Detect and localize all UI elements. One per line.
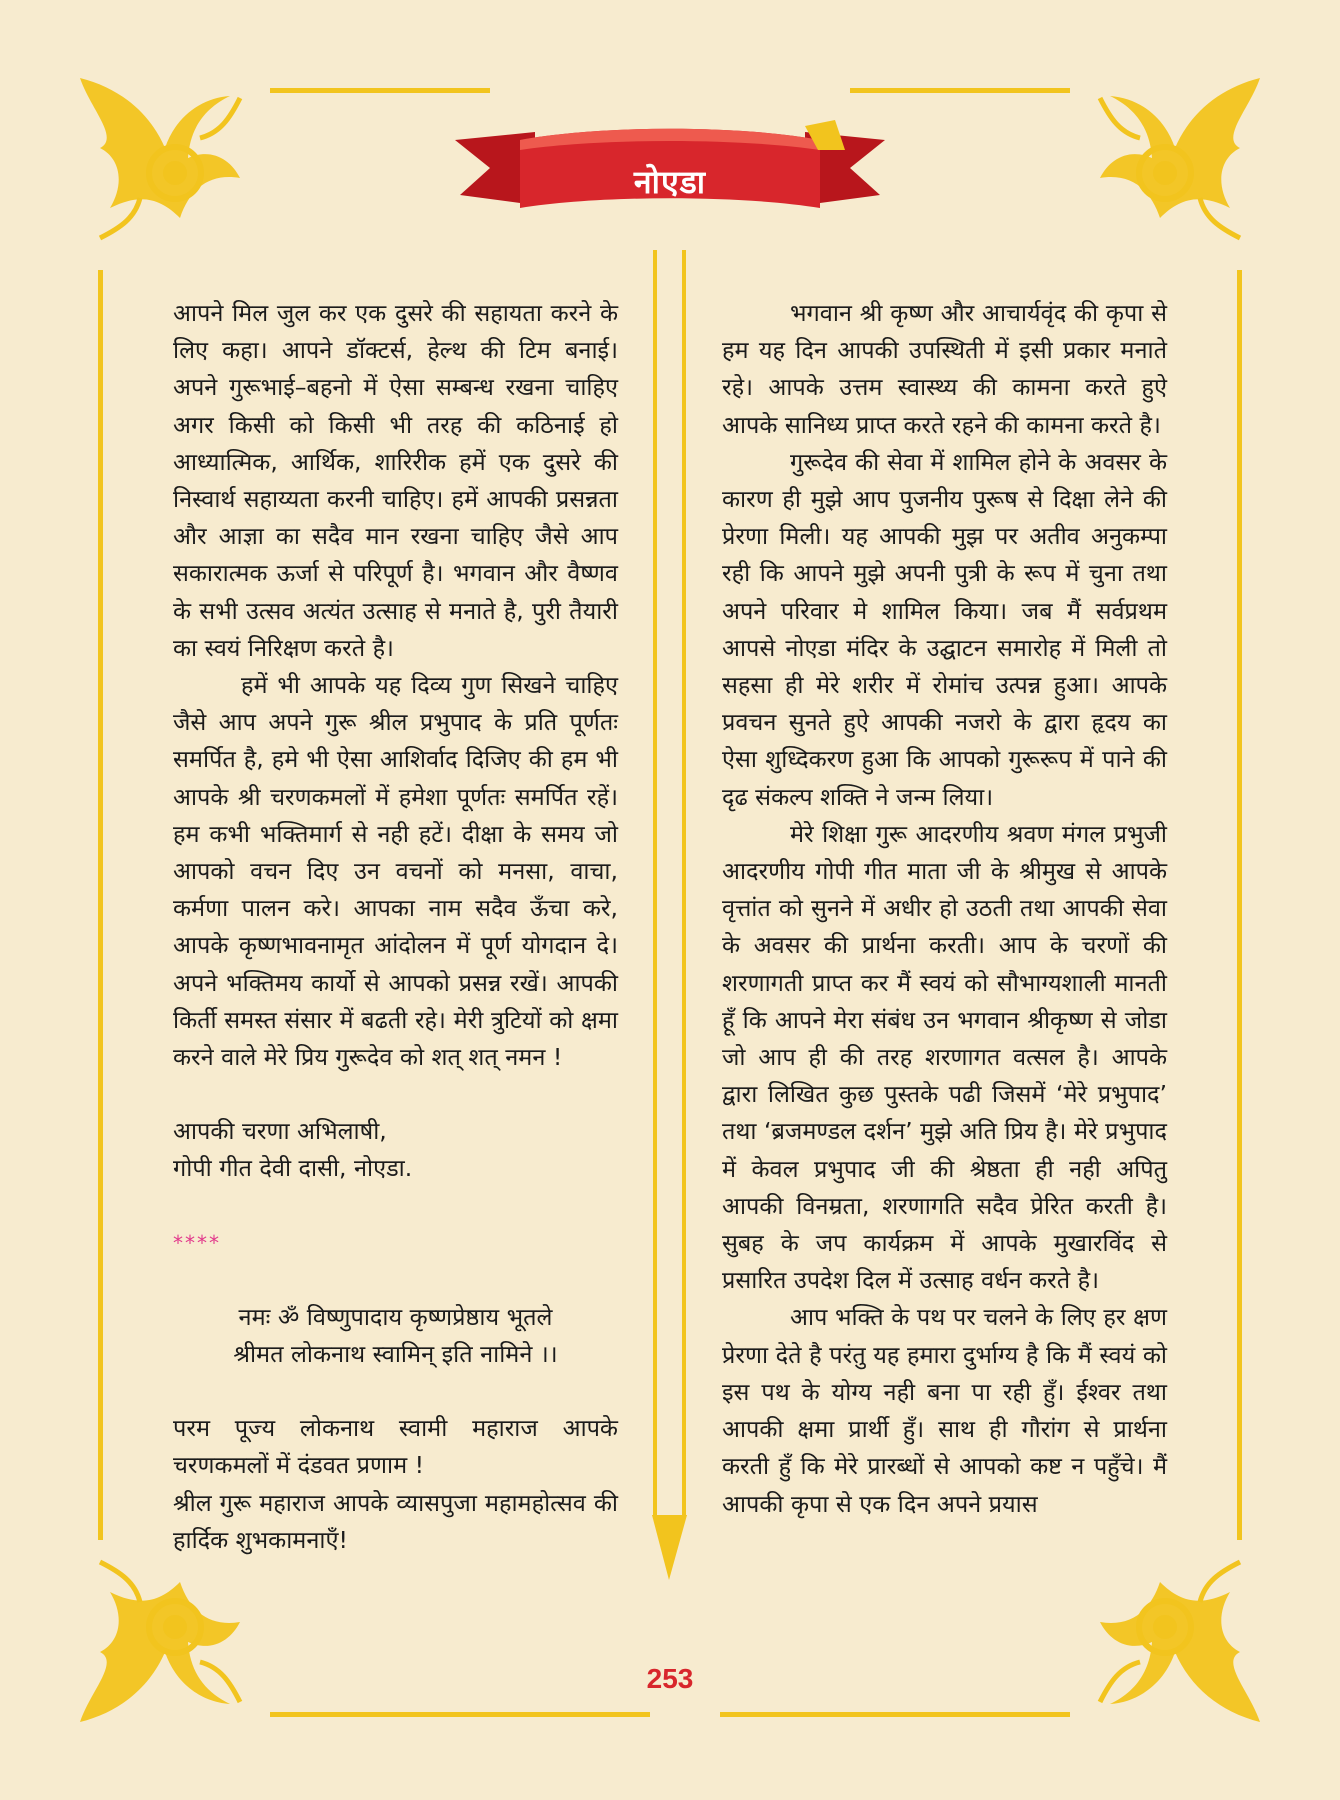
left-paragraph-2: हमें भी आपके यह दिव्य गुण सिखने चाहिए जैसे आप अपने गुरू श्रील प्रभुपाद के प्रति पूर्णतः समर्पित है, हमे भी ऐसा आशिर्वाद दिजिए की हम भी आपके श्री चरणकमलों में हमेशा पूर्णतः समर्पित रहें। हम कभी भक्तिमार्ग से नही हटें। दीक्षा के समय जो आपको वचन दिए उन वचनों को मनसा, वाचा, कर्मणा पालन करे। आपका नाम सदैव ऊँचा करे, आपके कृष्णभावनामृत आंदोलन में पूर्ण योगदान दे। अपने भक्तिमय कार्यो से आपको प्रसन्न रखें। आपकी किर्ती समस्त संसार में बढती रहे। मेरी त्रुटियों को क्षमा करने वाले मेरे प्रिय गुरूदेव को शत् शत् नमन ! <box>173 671 618 1072</box>
closing-paragraph-1: परम पूज्य लोकनाथ स्वामी महाराज आपके चरणकमलों में दंडवत प्रणाम ! <box>173 1414 618 1480</box>
page-title: नोएडा <box>633 163 707 201</box>
right-paragraph-2: गुरूदेव की सेवा में शामिल होने के अवसर के कारण ही मुझे आप पुजनीय पुरूष से दिक्षा लेने की प्रेरणा मिली। यह आपकी मुझ पर अतीव अनुकम्पा रही कि आपने मुझे अपनी पुत्री के रूप में चुना तथा अपने परिवार मे शामिल किया। जब मैं सर्वप्रथम आपसे नोएडा मंदिर के उद्घाटन समारोह में मिली तो सहसा ही मेरे शरीर में रोमांच उत्पन्न हुआ। आपके प्रवचन सुनते हुऐ आपकी नजरो के द्वारा हृदय का ऐसा शुध्दिकरण हुआ कि आपको गुरूरूप में पाने की दृढ संकल्प शक्ति ने जन्म लिया। <box>722 447 1167 811</box>
signoff-line-2: गोपी गीत देवी दासी, नोएडा. <box>173 1154 413 1183</box>
page-number: 253 <box>646 1663 694 1694</box>
stars-divider: **** <box>173 1230 221 1255</box>
right-paragraph-1: भगवान श्री कृष्ण और आचार्यवृंद की कृपा से हम यह दिन आपकी उपस्थिती में इसी प्रकार मनाते रहे। आपके उत्तम स्वास्थ्य की कामना करते हुऐ आपके सानिध्य प्राप्त करते रहने की कामना करते है। <box>722 299 1167 439</box>
mantra-line-1: नमः ॐ विष्णुपादाय कृष्णप्रेष्ठाय भूतले <box>238 1302 553 1331</box>
left-column <box>173 295 618 1559</box>
closing-paragraph-2: श्रील गुरू महाराज आपके व्यासपुजा महामहोत्सव की हार्दिक शुभकामनाएँ! <box>173 1488 618 1554</box>
mantra-line-2: श्रीमत लोकनाथ स्वामिन् इति नामिने ।। <box>233 1340 558 1369</box>
right-paragraph-3: मेरे शिक्षा गुरू आदरणीय श्रवण मंगल प्रभुजी आदरणीय गोपी गीत माता जी के श्रीमुख से आपके वृत्तांत को सुनने में अधीर हो उठती तथा आपकी सेवा के अवसर की प्रार्थना करती। आप के चरणों की शरणागती प्राप्त कर मैं स्वयं को सौभाग्यशाली मानती हूँ कि आपने मेरा संबंध उन भगवान श्रीकृष्ण से जोडा जो आप ही की तरह शरणागत वत्सल है। आपके द्वारा लिखित कुछ पुस्तके पढी जिसमें ‘मेरे प्रभुपाद’ तथा ‘ब्रजमण्डल दर्शन’ मुझे अति प्रिय है। मेरे प्रभुपाद में केवल प्रभुपाद जी की श्रेष्ठता ही नही अपितु आपकी विनम्रता, शरणागति सदैव प्रेरित करती है। सुबह के जप कार्यक्रम में आपके मुखारविंद से प्रसारित उपदेश दिल में उत्साह वर्धन करते है। <box>722 819 1167 1295</box>
right-paragraph-4: आप भक्ति के पथ पर चलने के लिए हर क्षण प्रेरणा देते है परंतु यह हमारा दुर्भाग्य है कि मैं स्वयं को इस पथ के योग्य नही बना पा रही हुँ। ईश्वर तथा आपकी क्षमा प्रार्थी हुँ। साथ ही गौरांग से प्रार्थना करती हुँ कि मेरे प्रारब्धों से आपको कष्ट न पहुँचे। मैं आपकी कृपा से एक दिन अपने प्रयास <box>722 1303 1167 1518</box>
signoff-line-1: आपकी चरणा अभिलाषी, <box>173 1117 387 1146</box>
left-paragraph-1: आपने मिल जुल कर एक दुसरे की सहायता करने के लिए कहा। आपने डॉक्टर्स, हेल्थ की टिम बनाई। अपने गुरूभाई–बहनो में ऐसा सम्बन्ध रखना चाहिए अगर किसी को किसी भी तरह की कठिनाई हो आध्यात्मिक, आर्थिक, शारिरीक हमें एक दुसरे की निस्वार्थ सहाय्यता करनी चाहिए। हमें आपकी प्रसन्नता और आज्ञा का सदैव मान रखना चाहिए जैसे आप सकारात्मक ऊर्जा से परिपूर्ण है। भगवान और वैष्णव के सभी उत्सव अत्यंत उत्साह से मनाते है, पुरी तैयारी का स्वयं निरिक्षण करते है। <box>173 299 618 662</box>
right-column <box>722 295 1167 1523</box>
